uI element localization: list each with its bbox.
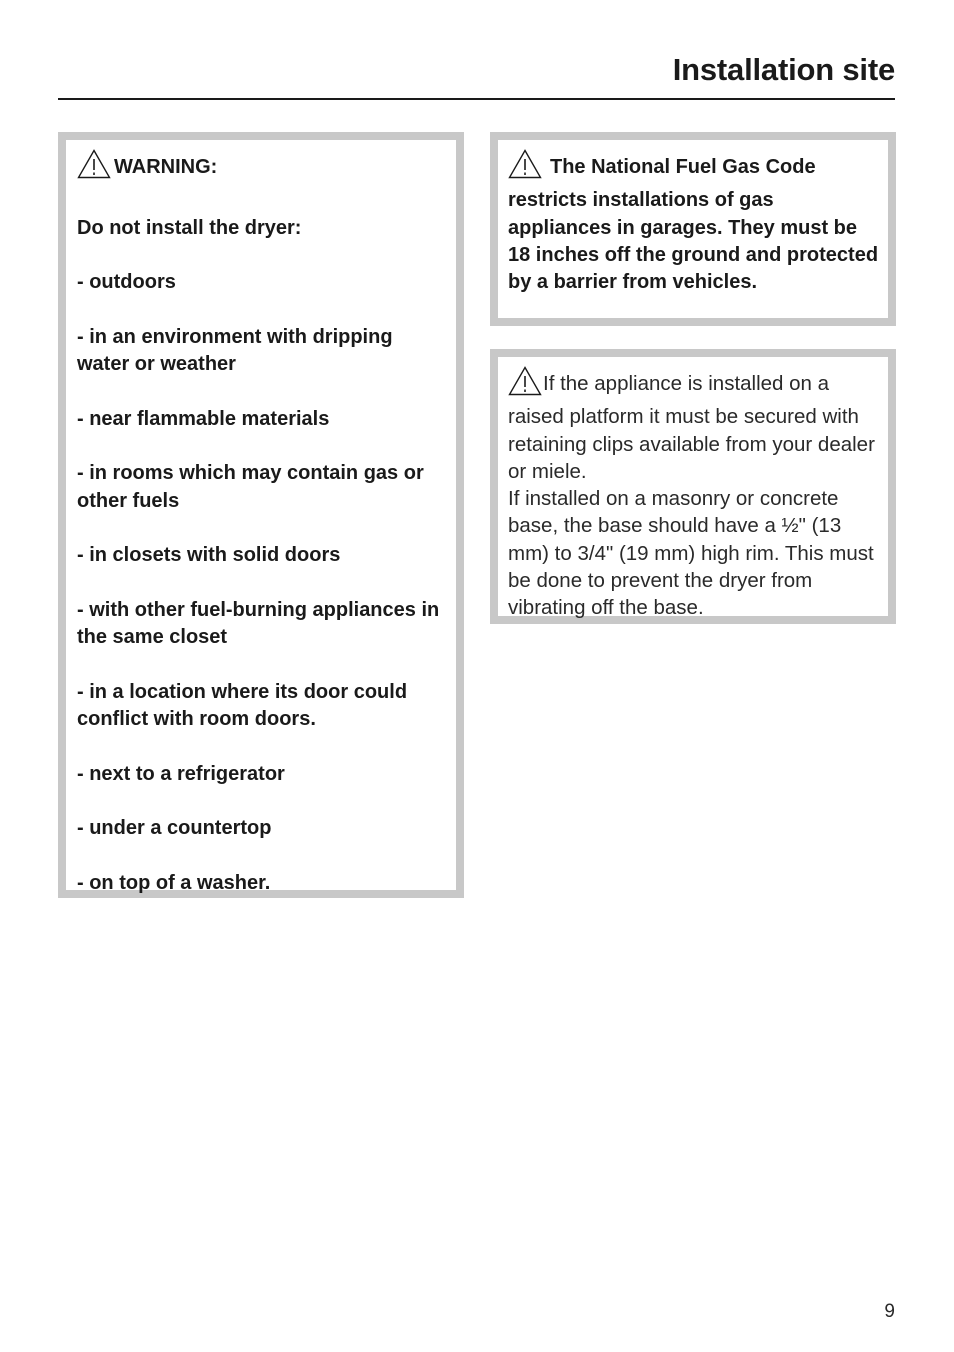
platform-text-1: If the appliance is installed on a raised platform it must be secured with retaining clips available from your dealer or miele. (508, 372, 875, 483)
warning-heading-line (77, 149, 448, 187)
warning-heading: WARNING: (114, 156, 218, 178)
warning-box (58, 132, 464, 898)
warning-item-closets: - in closets with solid doors (77, 544, 341, 567)
page-number: 9 (884, 1301, 895, 1322)
warning-item-countertop: - under a countertop (77, 817, 272, 840)
warning-item-gas-fuels: - in rooms which may contain gas or other fuels (77, 462, 424, 512)
warning-triangle-icon (77, 149, 111, 187)
warning-triangle-icon (508, 149, 542, 187)
platform-text-2: If installed on a masonry or concrete base, the base should have a ½" (13 mm) to 3/4" (19 mm) high rim. This must be done to prevent the dryer from vibrating off the base. (508, 487, 874, 620)
warning-triangle-icon (508, 366, 542, 403)
gas-code-text: The National Fuel Gas Code restricts installations of gas appliances in garages. They must be 18 inches off the ground and protected by a barrier from vehicles. (508, 156, 879, 294)
warning-item-flammable: - near flammable materials (77, 407, 330, 430)
platform-paragraph-1 (508, 366, 882, 485)
warning-intro: Do not install the dryer: (77, 216, 302, 239)
warning-item-washer: - on top of a washer. (77, 871, 271, 894)
warning-item-door-conflict: - in a location where its door could conflict with room doors. (77, 680, 408, 730)
warning-item-refrigerator: - next to a refrigerator (77, 762, 285, 785)
platform-box (490, 349, 896, 624)
warning-item-fuel-burning: - with other fuel-burning appliances in the same closet (77, 598, 440, 649)
title-divider (58, 98, 895, 100)
gas-code-box (490, 132, 896, 326)
warning-item-dripping-water: - in an environment with dripping water or weather (77, 325, 393, 376)
page-title: Installation site (672, 52, 895, 87)
warning-item-outdoors: - outdoors (77, 271, 176, 294)
gas-code-paragraph (508, 149, 880, 296)
